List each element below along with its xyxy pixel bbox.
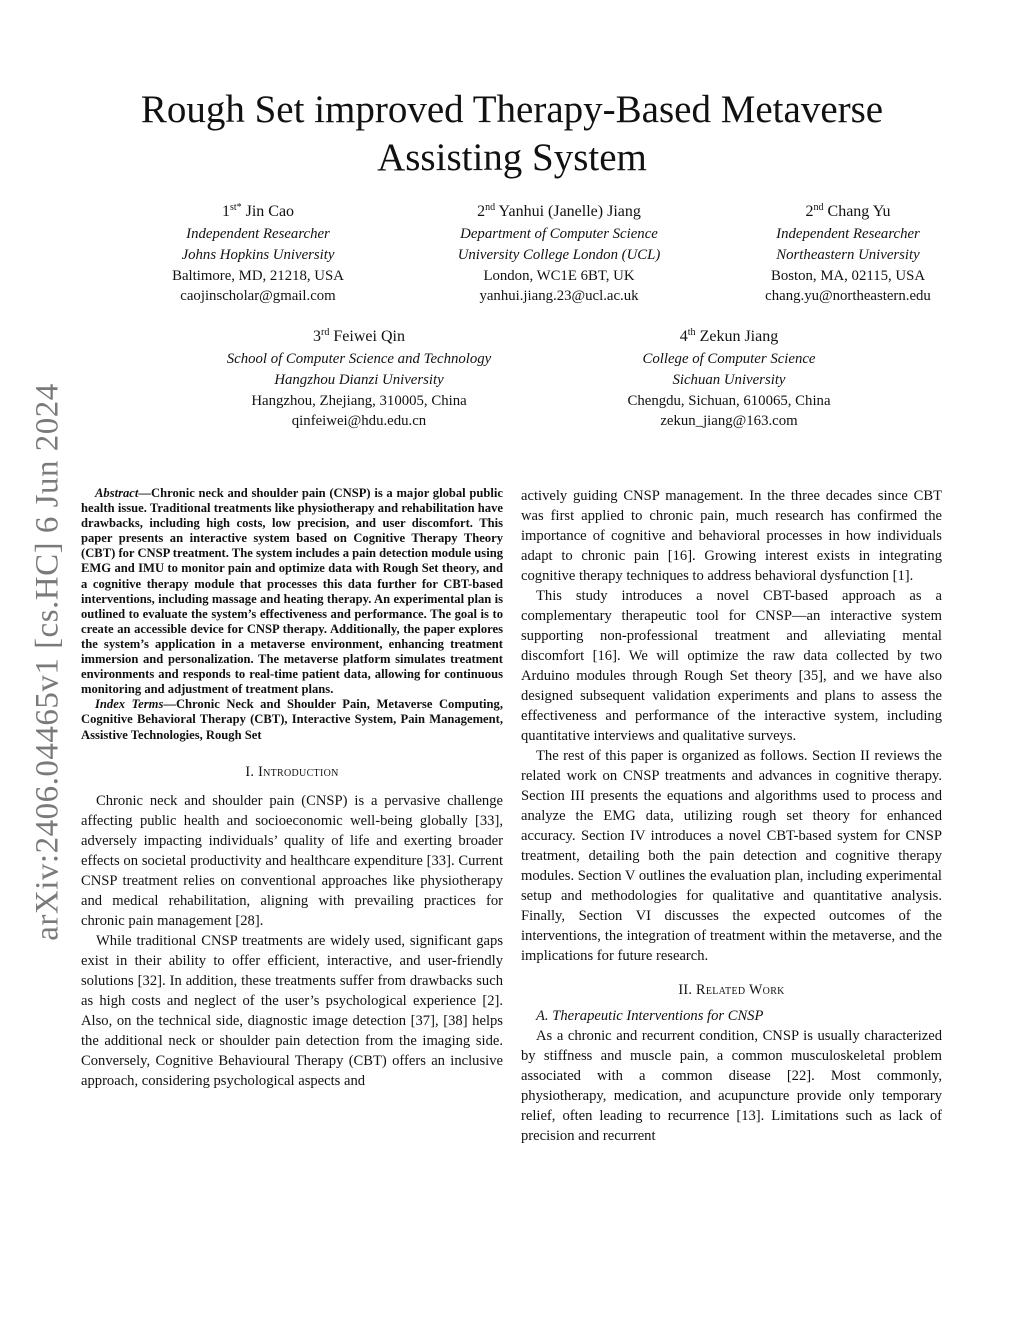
author-institution: Northeastern University (776, 246, 920, 263)
author-institution: Hangzhou Dianzi University (274, 371, 444, 388)
author-affiliation: Independent Researcher (776, 226, 920, 242)
author-block-5 (627, 326, 830, 432)
arxiv-identifier: arXiv:2406.04465v1 [cs.HC] 6 Jun 2024 (29, 383, 66, 941)
author-affiliation: Independent Researcher (186, 226, 330, 242)
author-name: $1^{st*}$ Jin Cao (221, 202, 295, 220)
section-heading-related-work: II. Related Work (678, 982, 785, 998)
paper-title: Rough Set improved Therapy-Based Metaverse Assisting System (140, 88, 884, 179)
paragraph: The rest of this paper is organized as follows. Section II reviews the related work on CNSP treatments and advances in cognitive therapy. Section III presents the equations and algorithms used to process and analyze the EMG data, utilizing rough set theory for enhanced accuracy. Section IV introduces a novel CBT-based system for CNSP treatment, detailing both the pain detection and cognitive therapy modules. Section V outlines the evaluation plan, including experimental setup and methodologies for qualitative and quantitative analysis. Finally, Section VI discusses the expected outcomes of the interventions, the integration of treatment within the metaverse, and the implications for future research. (521, 748, 942, 964)
paragraph: actively guiding CNSP management. In the three decades since CBT was first applied to chronic pain, much research has confirmed the importance of cognitive and behavioral processes in how individuals adapt to chronic pain [16]. Growing interest exists in integrating cognitive therapy techniques to address behavioral dysfunction [1]. (521, 488, 942, 584)
subsection-heading: A. Therapeutic Interventions for CNSP (536, 1008, 764, 1024)
author-institution: Sichuan University (672, 371, 786, 388)
abstract: Abstract—Chronic neck and shoulder pain (CNSP) is a major global public health issue. Traditional treatments like physiotherapy and rehabilitation have drawbacks, including high costs, low precision, and user discomfort. This paper presents an interactive system based on Cognitive Therapy Theory (CBT) for CNSP treatment. The system includes a pain detection module using EMG and IMU to monitor pain and optimize data with Rough Set theory, and a cognitive therapy module that processes this data further for CBT-based interventions, including massage and heating therapy. An experimental plan is outlined to evaluate the system’s effectiveness and performance. The goal is to create an accessible device for CNSP therapy. Additionally, the paper explores the system’s application in a metaverse environment, enhancing treatment immersion and personalization. The metaverse platform simulates treatment environments and responds to real-time patient data, allowing for continuous monitoring and adjustment of treatment plans. (81, 486, 503, 697)
author-name: 2nd Chang Yu (805, 202, 891, 220)
author-block-2 (458, 201, 661, 307)
author-affiliation: School of Computer Science and Technology (226, 351, 492, 367)
author-affiliation: College of Computer Science (642, 351, 816, 367)
paragraph: Chronic neck and shoulder pain (CNSP) is a pervasive challenge affecting public health and socioeconomic well-being globally [33], adversely impacting individuals’ quality of life and exerting broader effects on societal productivity and healthcare expenditure [33]. Current CNSP treatment relies on conventional approaches like physiotherapy and medical rehabilitation, aligning with prevailing practices for chronic pain management [28]. (81, 792, 503, 929)
author-name: 3rd Feiwei Qin (313, 327, 405, 345)
author-block-3 (765, 201, 931, 307)
author-address: Baltimore, MD, 21218, USA (172, 267, 344, 284)
author-institution: Johns Hopkins University (181, 246, 335, 263)
left-column (81, 486, 503, 1091)
author-address: Chengdu, Sichuan, 610065, China (627, 392, 831, 409)
author-institution: University College London (UCL) (457, 246, 661, 263)
author-block-4 (227, 326, 492, 432)
author-name: 2nd Yanhui (Janelle) Jiang (477, 202, 641, 220)
author-block-1 (172, 201, 344, 307)
section-heading-introduction: I. Introduction (245, 763, 339, 780)
author-address: Hangzhou, Zhejiang, 310005, China (251, 392, 467, 409)
author-affiliation: Department of Computer Science (460, 226, 658, 242)
index-terms: Index Terms—Chronic Neck and Shoulder Pain, Metaverse Computing, Cognitive Behavioral Therapy (CBT), Interactive System, Pain Management, Assistive Technologies, Rough Set (81, 697, 503, 742)
author-email: yanhui.jiang.23@ucl.ac.uk (479, 288, 639, 305)
author-address: Boston, MA, 02115, USA (770, 267, 926, 284)
paragraph: As a chronic and recurrent condition, CNSP is usually characterized by stiffness and muscle pain, a common musculoskeletal problem associated with a common disease [22]. Most commonly, physiotherapy, medication, and acupuncture provide only temporary relief, often leading to recurrence [13]. Limitations such as lack of precision and recurrent (521, 1028, 942, 1144)
paragraph: This study introduces a novel CBT-based approach as a complementary therapeutic tool for CNSP—an interactive system supporting non-professional treatment and alleviating mental discomfort [16]. We will optimize the raw data collected by two Arduino modules through Rough Set theory [35], and we have also designed subsequent validation experiments and plans to assess the effectiveness and performance of the interactive system, including quantitative interviews and qualitative surveys. (521, 588, 942, 744)
author-email: qinfeiwei@hdu.edu.cn (291, 413, 427, 430)
author-address: London, WC1E 6BT, UK (483, 267, 635, 284)
author-email: chang.yu@northeastern.edu (765, 288, 931, 305)
paragraph: While traditional CNSP treatments are widely used, significant gaps exist in their ability to offer efficient, interactive, and user-friendly solutions [32]. In addition, these treatments suffer from drawbacks such as high costs and neglect of the user’s psychological experience [2]. Also, on the technical side, diagnostic image detection [37], [38] helps the additional neck or shoulder pain detection from the imaging side. Conversely, Cognitive Behavioural Therapy (CBT) offers an inclusive approach, considering psychological aspects and (81, 932, 503, 1089)
author-email: zekun_jiang@163.com (660, 413, 798, 430)
author-name: 4th Zekun Jiang (679, 327, 779, 345)
author-email: caojinscholar@gmail.com (180, 288, 336, 305)
right-column (521, 486, 942, 1146)
